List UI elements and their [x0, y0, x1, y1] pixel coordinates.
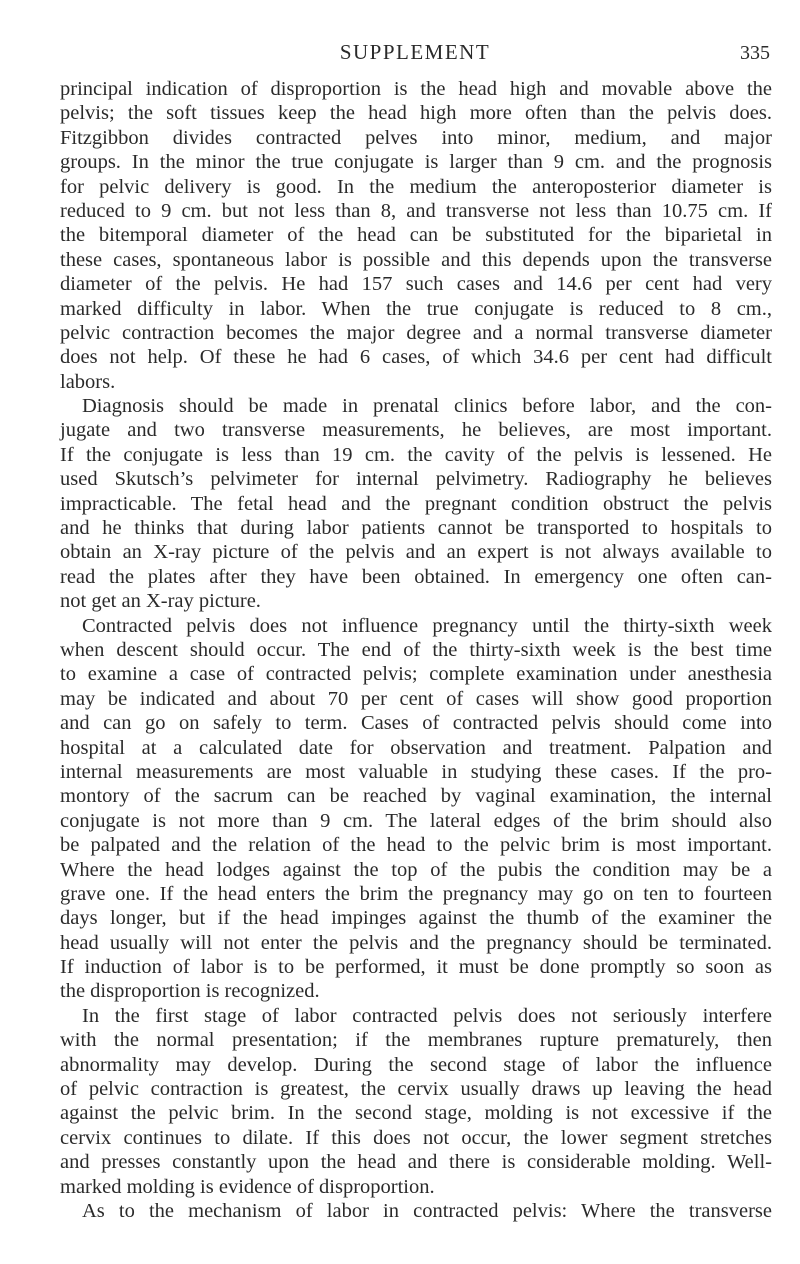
text-line: Contracted pelvis does not influence pregnancy until the thirty-sixth week [82, 614, 772, 637]
text-line: the bitemporal diameter of the head can be substituted for the biparietal in [60, 224, 772, 247]
text-line: the disproportion is recognized. [60, 980, 320, 1003]
text-line: to examine a case of contracted pelvis; complete examination under anesthesia [60, 663, 772, 686]
text-line: pelvic contraction becomes the major degree and a normal transverse diameter [60, 321, 772, 344]
text-line: conjugate is not more than 9 cm. The lateral edges of the brim should also [60, 809, 772, 832]
text-line: and can go on safely to term. Cases of contracted pelvis should come into [60, 712, 772, 735]
text-line: and he thinks that during labor patients cannot be transported to hospitals to [60, 517, 772, 540]
text-line: If the conjugate is less than 19 cm. the cavity of the pelvis is lessened. He [60, 443, 772, 466]
text-line: hospital at a calculated date for observation and treatment. Palpation and [60, 736, 772, 759]
text-line: not get an X-ray picture. [60, 590, 261, 613]
text-line: principal indication of disproportion is the head high and movable above the [60, 78, 772, 100]
text-line: read the plates after they have been obtained. In emergency one often can- [60, 565, 772, 588]
text-line: montory of the sacrum can be reached by vaginal examination, the internal [60, 785, 772, 808]
text-line: of pelvic contraction is greatest, the cervix usually draws up leaving the head [60, 1078, 772, 1101]
text-line: groups. In the minor the true conjugate is larger than 9 cm. and the prognosis [60, 151, 772, 174]
text-line: internal measurements are most valuable in studying these cases. If the pro- [60, 760, 772, 783]
text-line: does not help. Of these he had 6 cases, of which 34.6 per cent had difficult [60, 346, 772, 369]
running-head [60, 40, 770, 70]
text-line: used Skutsch’s pelvimeter for internal pelvimetry. Radiography he believes [60, 468, 772, 491]
text-line: marked molding is evidence of disproportion. [60, 1175, 435, 1198]
text-line: labors. [60, 370, 116, 393]
text-line: against the pelvic brim. In the second stage, molding is not excessive if the [60, 1102, 772, 1125]
text-line: As to the mechanism of labor in contracted pelvis: Where the transverse [82, 1199, 772, 1222]
text-line: diameter of the pelvis. He had 157 such cases and 14.6 per cent had very [60, 273, 772, 296]
page-number: 335 [740, 42, 770, 64]
text-line: In the first stage of labor contracted pelvis does not seriously interfere [82, 1004, 772, 1027]
text-line: these cases, spontaneous labor is possible and this depends upon the transverse [60, 248, 772, 271]
text-line: Where the head lodges against the top of the pubis the condition may be a [60, 858, 772, 881]
text-line: for pelvic delivery is good. In the medium the anteroposterior diameter is [60, 175, 772, 198]
text-line: Fitzgibbon divides contracted pelves into minor, medium, and major [60, 126, 772, 149]
text-line: impracticable. The fetal head and the pregnant condition obstruct the pelvis [60, 492, 772, 515]
text-line: when descent should occur. The end of the thirty-sixth week is the best time [60, 638, 772, 661]
text-line: grave one. If the head enters the brim the pregnancy may go on ten to fourteen [60, 882, 772, 905]
text-line: jugate and two transverse measurements, he believes, are most important. [60, 419, 772, 442]
text-line: pelvis; the soft tissues keep the head high more often than the pelvis does. [60, 102, 772, 125]
text-line: Diagnosis should be made in prenatal clinics before labor, and the con- [82, 395, 772, 418]
text-line: and presses constantly upon the head and there is considerable molding. Well- [60, 1151, 772, 1174]
text-line: cervix continues to dilate. If this does not occur, the lower segment stretches [60, 1126, 772, 1149]
text-line: If induction of labor is to be performed, it must be done promptly so soon as [60, 956, 772, 979]
text-line: days longer, but if the head impinges against the thumb of the examiner the [60, 907, 772, 930]
running-head-title: SUPPLEMENT [339, 40, 491, 64]
text-line: obtain an X-ray picture of the pelvis and an expert is not always available to [60, 541, 772, 564]
text-line: marked difficulty in labor. When the true conjugate is reduced to 8 cm., [60, 297, 772, 320]
text-line: with the normal presentation; if the membranes rupture prematurely, then [60, 1029, 772, 1052]
text-line: reduced to 9 cm. but not less than 8, and transverse not less than 10.75 cm. If [60, 199, 772, 222]
text-line: head usually will not enter the pelvis and the pregnancy should be terminated. [60, 931, 772, 954]
text-line: be palpated and the relation of the head to the pelvic brim is most important. [60, 834, 772, 857]
body-text [60, 77, 772, 1223]
text-line: abnormality may develop. During the second stage of labor the influence [60, 1053, 772, 1076]
text-line: may be indicated and about 70 per cent of cases will show good proportion [60, 687, 772, 710]
